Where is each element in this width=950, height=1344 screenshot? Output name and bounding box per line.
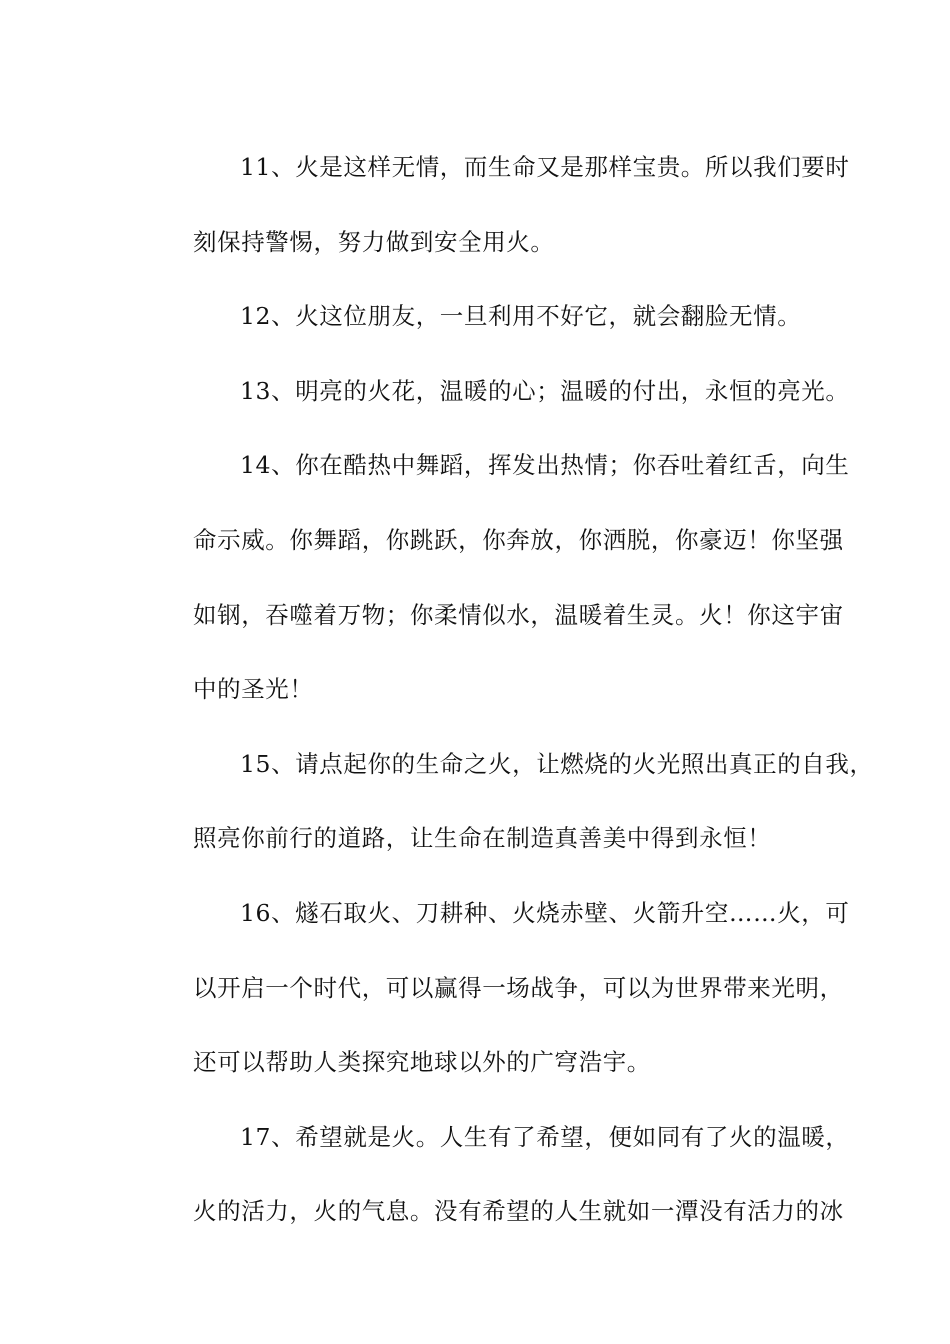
paragraph-12 xyxy=(146,279,836,354)
text-line: 如钢，吞噬着万物；你柔情似水，温暖着生灵。火！你这宇宙 xyxy=(193,600,844,629)
text-line: 16、燧石取火、刀耕种、火烧赤壁、火箭升空……火，可 xyxy=(240,898,850,927)
text-line: 12、火这位朋友，一旦利用不好它，就会翻脸无情。 xyxy=(240,302,802,331)
paragraph-11 xyxy=(146,130,850,279)
text-line: 火的活力，火的气息。没有希望的人生就如一潭没有活力的冰 xyxy=(193,1197,844,1226)
text-line: 以开启一个时代，可以赢得一场战争，可以为世界带来光明， xyxy=(193,973,844,1002)
text-line: 还可以帮助人类探究地球以外的广穹浩宇。 xyxy=(193,1048,651,1077)
text-line: 13、明亮的火花，温暖的心；温暖的付出，永恒的亮光。 xyxy=(240,376,850,405)
document-body xyxy=(146,130,874,1249)
paragraph-13 xyxy=(146,354,850,429)
text-line: 15、请点起你的生命之火，让燃烧的火光照出真正的自我， xyxy=(240,749,874,778)
text-line: 中的圣光！ xyxy=(193,675,314,704)
text-line: 刻保持警惕，努力做到安全用火。 xyxy=(193,227,555,256)
text-line: 命示威。你舞蹈，你跳跃，你奔放，你洒脱，你豪迈！你坚强 xyxy=(193,525,844,554)
paragraph-17 xyxy=(146,1100,850,1249)
text-line: 14、你在酷热中舞蹈，挥发出热情；你吞吐着红舌，向生 xyxy=(240,451,850,480)
paragraph-14 xyxy=(146,428,850,726)
text-line: 17、希望就是火。人生有了希望，便如同有了火的温暖， xyxy=(240,1122,850,1151)
paragraph-16 xyxy=(146,876,850,1100)
text-line: 11、火是这样无情，而生命又是那样宝贵。所以我们要时 xyxy=(240,153,850,181)
text-line: 照亮你前行的道路，让生命在制造真善美中得到永恒！ xyxy=(193,824,772,853)
paragraph-15 xyxy=(146,727,874,876)
